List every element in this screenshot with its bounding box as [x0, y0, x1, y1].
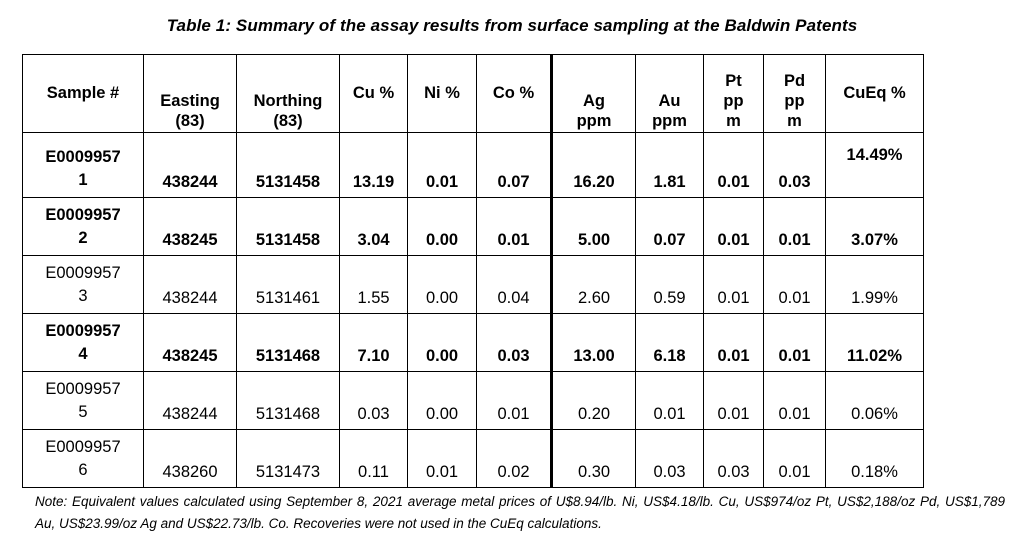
- ni-cell: 0.00: [408, 256, 477, 314]
- au-cell: 6.18: [636, 314, 704, 372]
- ni-cell: 0.00: [408, 198, 477, 256]
- cueq-cell: 14.49%: [826, 133, 924, 198]
- ag-cell: 0.20: [552, 372, 636, 430]
- header-northing: Northing (83): [237, 55, 340, 133]
- table-row: [23, 430, 924, 488]
- sample-id: E0009957 3: [23, 256, 144, 314]
- pd-cell: 0.01: [764, 314, 826, 372]
- northing-cell: 5131468: [237, 314, 340, 372]
- header-row: [23, 55, 924, 133]
- ni-cell: 0.01: [408, 430, 477, 488]
- northing-cell: 5131468: [237, 372, 340, 430]
- cueq-cell: 1.99%: [826, 256, 924, 314]
- table-title: Table 1: Summary of the assay results from surface sampling at the Baldwin Patents: [166, 16, 858, 35]
- pd-cell: 0.01: [764, 430, 826, 488]
- easting-cell: 438245: [144, 198, 237, 256]
- header-pd: Pd pp m: [764, 55, 826, 133]
- au-cell: 0.59: [636, 256, 704, 314]
- easting-cell: 438244: [144, 133, 237, 198]
- easting-cell: 438244: [144, 256, 237, 314]
- co-cell: 0.03: [477, 314, 552, 372]
- easting-cell: 438244: [144, 372, 237, 430]
- northing-cell: 5131458: [237, 133, 340, 198]
- ag-cell: 16.20: [552, 133, 636, 198]
- header-ag: Ag ppm: [552, 55, 636, 133]
- sample-id: E0009957 2: [23, 198, 144, 256]
- ni-cell: 0.00: [408, 314, 477, 372]
- cu-cell: 1.55: [340, 256, 408, 314]
- ni-cell: 0.00: [408, 372, 477, 430]
- co-cell: 0.04: [477, 256, 552, 314]
- easting-cell: 438260: [144, 430, 237, 488]
- header-au: Au ppm: [636, 55, 704, 133]
- northing-cell: 5131461: [237, 256, 340, 314]
- pt-cell: 0.01: [704, 314, 764, 372]
- table-row: [23, 372, 924, 430]
- co-cell: 0.02: [477, 430, 552, 488]
- ag-cell: 13.00: [552, 314, 636, 372]
- northing-cell: 5131458: [237, 198, 340, 256]
- pt-cell: 0.03: [704, 430, 764, 488]
- northing-cell: 5131473: [237, 430, 340, 488]
- sample-id: E0009957 6: [23, 430, 144, 488]
- pd-cell: 0.01: [764, 372, 826, 430]
- sample-id: E0009957 5: [23, 372, 144, 430]
- header-cueq: CuEq %: [826, 55, 924, 133]
- au-cell: 0.01: [636, 372, 704, 430]
- co-cell: 0.01: [477, 372, 552, 430]
- table-row: [23, 256, 924, 314]
- au-cell: 0.07: [636, 198, 704, 256]
- ni-cell: 0.01: [408, 133, 477, 198]
- table-row: [23, 314, 924, 372]
- ag-cell: 0.30: [552, 430, 636, 488]
- header-sample: Sample #: [23, 55, 144, 133]
- price-note: Note: Equivalent values calculated using September 8, 2021 average metal prices of U$8.94/lb. Ni, US$4.18/lb. Cu, US$974/oz Pt, US$2,188/oz Pd, US$1,789 Au, US$23.99/oz Ag and US$22.73/lb. Co. Recoveries were not used in the CuEq calculations.: [35, 494, 1005, 531]
- cueq-cell: 11.02%: [826, 314, 924, 372]
- pt-cell: 0.01: [704, 198, 764, 256]
- cu-cell: 13.19: [340, 133, 408, 198]
- pt-cell: 0.01: [704, 256, 764, 314]
- easting-cell: 438245: [144, 314, 237, 372]
- pt-cell: 0.01: [704, 372, 764, 430]
- co-cell: 0.07: [477, 133, 552, 198]
- sample-id: E0009957 4: [23, 314, 144, 372]
- cu-cell: 0.11: [340, 430, 408, 488]
- cu-cell: 7.10: [340, 314, 408, 372]
- assay-results-table: [22, 54, 924, 488]
- header-co: Co %: [477, 55, 552, 133]
- pt-cell: 0.01: [704, 133, 764, 198]
- cueq-cell: 0.06%: [826, 372, 924, 430]
- ag-cell: 2.60: [552, 256, 636, 314]
- sample-id: E0009957 1: [23, 133, 144, 198]
- header-easting: Easting (83): [144, 55, 237, 133]
- table-row: [23, 133, 924, 198]
- cueq-cell: 3.07%: [826, 198, 924, 256]
- pd-cell: 0.01: [764, 256, 826, 314]
- table-row: [23, 198, 924, 256]
- header-cu: Cu %: [340, 55, 408, 133]
- pd-cell: 0.03: [764, 133, 826, 198]
- ag-cell: 5.00: [552, 198, 636, 256]
- co-cell: 0.01: [477, 198, 552, 256]
- header-pt: Pt pp m: [704, 55, 764, 133]
- cu-cell: 3.04: [340, 198, 408, 256]
- header-ni: Ni %: [408, 55, 477, 133]
- au-cell: 1.81: [636, 133, 704, 198]
- pd-cell: 0.01: [764, 198, 826, 256]
- cueq-cell: 0.18%: [826, 430, 924, 488]
- au-cell: 0.03: [636, 430, 704, 488]
- cu-cell: 0.03: [340, 372, 408, 430]
